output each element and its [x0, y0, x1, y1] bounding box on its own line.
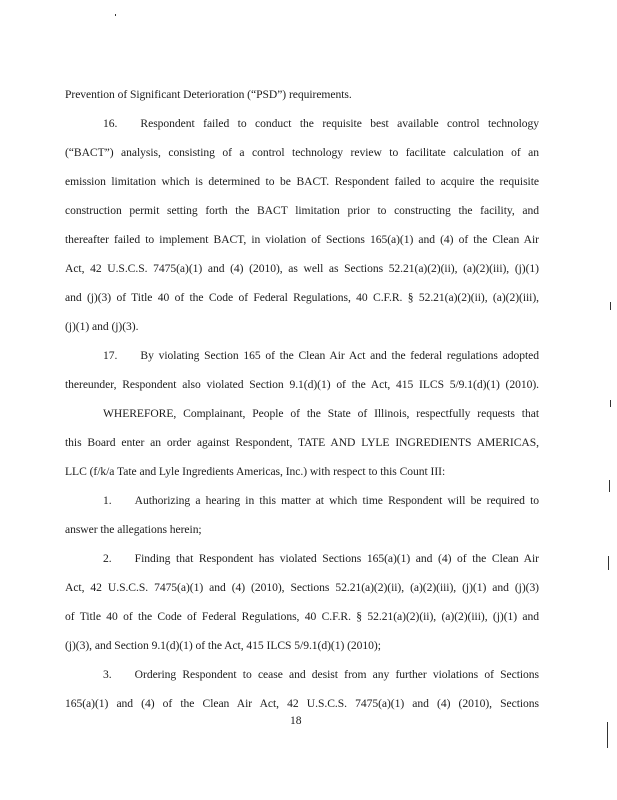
- text-line: thereunder, Respondent also violated Section 9.1(d)(1) of the Act, 415 ILCS 5/9.1(d)(1) (2010).: [65, 378, 539, 391]
- scan-mark: [115, 14, 116, 16]
- text-line: (“BACT”) analysis, consisting of a control technology review to facilitate calculation of an: [65, 146, 539, 159]
- scan-mark: [610, 302, 611, 310]
- item-2-line: 2. Finding that Respondent has violated Sections 165(a)(1) and (4) of the Clean Air: [103, 552, 539, 565]
- page-number: 18: [290, 714, 302, 727]
- text-line: Act, 42 U.S.C.S. 7475(a)(1) and (4) (2010), as well as Sections 52.21(a)(2)(ii), (a)(2)(iii), (j)(1): [65, 262, 539, 275]
- scan-mark: [608, 556, 609, 570]
- text-line: and (j)(3) of Title 40 of the Code of Federal Regulations, 40 C.F.R. § 52.21(a)(2)(ii), (a)(2)(iii),: [65, 291, 539, 304]
- text-line: emission limitation which is determined to be BACT. Respondent failed to acquire the requisite: [65, 175, 539, 188]
- text-line: Prevention of Significant Deterioration (“PSD”) requirements.: [65, 88, 352, 101]
- paragraph-17-line: 17. By violating Section 165 of the Clean Air Act and the federal regulations adopted: [103, 349, 539, 362]
- text-line: answer the allegations herein;: [65, 523, 202, 536]
- text-line: (j)(3), and Section 9.1(d)(1) of the Act, 415 ILCS 5/9.1(d)(1) (2010);: [65, 639, 381, 652]
- item-1-line: 1. Authorizing a hearing in this matter at which time Respondent will be required to: [103, 494, 539, 507]
- text-line: thereafter failed to implement BACT, in violation of Sections 165(a)(1) and (4) of the Clean Air: [65, 233, 539, 246]
- text-line: Act, 42 U.S.C.S. 7475(a)(1) and (4) (2010), Sections 52.21(a)(2)(ii), (a)(2)(iii), (j)(1) and (j)(3): [65, 581, 539, 594]
- text-line: 165(a)(1) and (4) of the Clean Air Act, 42 U.S.C.S. 7475(a)(1) and (4) (2010), Sections: [65, 697, 539, 710]
- scan-mark: [607, 722, 608, 748]
- scan-mark: [609, 480, 610, 492]
- item-3-line: 3. Ordering Respondent to cease and desist from any further violations of Sections: [103, 668, 539, 681]
- paragraph-16-line: 16. Respondent failed to conduct the requisite best available control technology: [103, 117, 539, 130]
- scan-mark: [610, 400, 611, 407]
- text-line: of Title 40 of the Code of Federal Regulations, 40 C.F.R. § 52.21(a)(2)(ii), (a)(2)(iii), (j)(1) and: [65, 610, 539, 623]
- text-line: construction permit setting forth the BACT limitation prior to constructing the facility, and: [65, 204, 539, 217]
- text-line: LLC (f/k/a Tate and Lyle Ingredients Americas, Inc.) with respect to this Count III:: [65, 465, 446, 478]
- text-line: this Board enter an order against Respondent, TATE AND LYLE INGREDIENTS AMERICAS,: [65, 436, 539, 449]
- wherefore-line: WHEREFORE, Complainant, People of the State of Illinois, respectfully requests that: [103, 407, 539, 420]
- text-line: (j)(1) and (j)(3).: [65, 320, 139, 333]
